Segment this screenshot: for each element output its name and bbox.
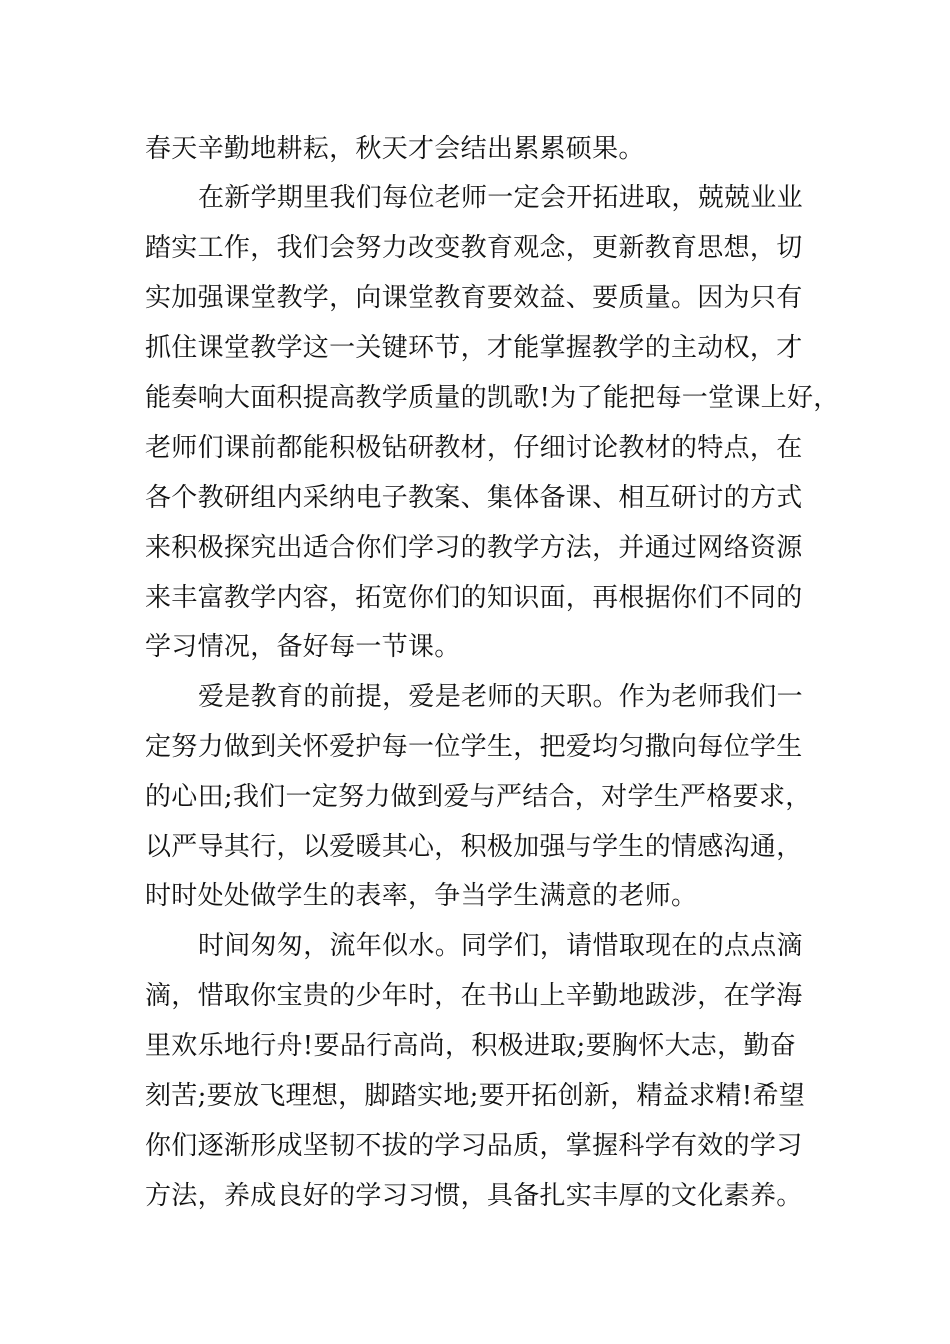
paragraph-first-line: 时间匆匆，流年似水。同学们，请惜取现在的点点滴 (198, 931, 803, 961)
text-line: 抓住课堂教学这一关键环节，才能掌握教学的主动权，才 (145, 333, 803, 363)
text-line: 以严导其行，以爱暖其心，积极加强与学生的情感沟通， (145, 832, 803, 862)
text-line: 来丰富教学内容，拓宽你们的知识面，再根据你们不同的 (145, 583, 803, 613)
text-line: 各个教研组内采纳电子教案、集体备课、相互研讨的方式 (145, 483, 803, 513)
text-line: 刻苦;要放飞理想，脚踏实地;要开拓创新，精益求精!希望 (145, 1081, 806, 1111)
text-line: 来积极探究出适合你们学习的教学方法，并通过网络资源 (145, 533, 803, 563)
text-line: 里欢乐地行舟!要品行高尚，积极进取;要胸怀大志，勤奋 (145, 1031, 797, 1061)
paragraph-first-line: 在新学期里我们每位老师一定会开拓进取，兢兢业业 (198, 183, 803, 213)
text-line: 的心田;我们一定努力做到爱与严结合，对学生严格要求， (145, 782, 812, 812)
paragraph-first-line: 爱是教育的前提，爱是老师的天职。作为老师我们一 (198, 682, 803, 712)
text-line: 定努力做到关怀爱护每一位学生，把爱均匀撒向每位学生 (145, 732, 803, 762)
text-line: 春天辛勤地耕耘，秋天才会结出累累硕果。 (145, 134, 645, 164)
text-line: 学习情况，备好每一节课。 (145, 632, 461, 662)
text-line: 实加强课堂教学，向课堂教育要效益、要质量。因为只有 (145, 283, 803, 313)
text-line: 老师们课前都能积极钻研教材，仔细讨论教材的特点，在 (145, 433, 803, 463)
text-line: 你们逐渐形成坚韧不拔的学习品质，掌握科学有效的学习 (145, 1131, 803, 1161)
text-line: 方法，养成良好的学习习惯，具备扎实丰厚的文化素养。 (145, 1181, 803, 1211)
text-line: 踏实工作，我们会努力改变教育观念，更新教育思想，切 (145, 233, 803, 263)
text-line: 能奏响大面积提高教学质量的凯歌!为了能把每一堂课上好， (145, 383, 840, 413)
text-line: 时时处处做学生的表率，争当学生满意的老师。 (145, 881, 698, 911)
text-line: 滴，惜取你宝贵的少年时，在书山上辛勤地跋涉，在学海 (145, 981, 803, 1011)
